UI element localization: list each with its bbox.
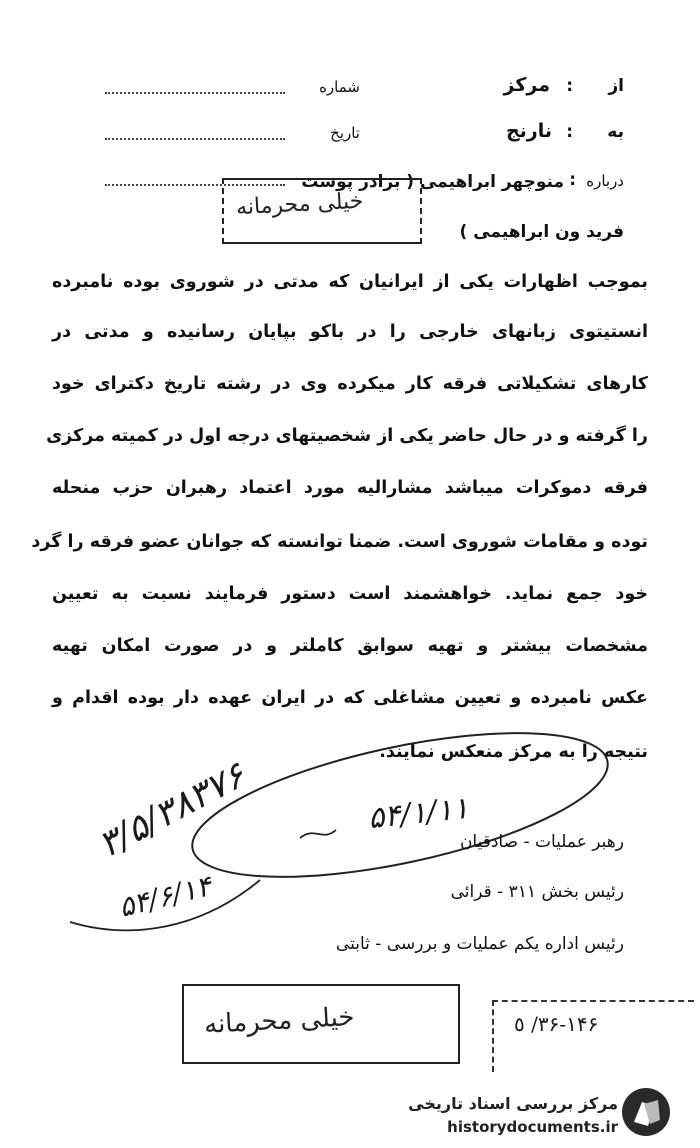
handwritten-number: ۳/۵/۳۸۳۷۶ xyxy=(91,754,252,867)
body-line: عکس نامبرده و تعیین مشاغلی که در ایران عهده دار بوده اقدام و xyxy=(52,688,648,708)
classification-stamp-bottom-text: خیلی محرمانه xyxy=(203,1002,356,1040)
reference-box xyxy=(492,1000,694,1072)
signature-line-operations: رهبر عملیات - صادقیان xyxy=(459,832,624,852)
number-label: شماره xyxy=(319,78,360,96)
watermark-title: مرکز بررسی اسناد تاریخی xyxy=(408,1094,618,1113)
date-dotted-line xyxy=(105,138,285,140)
handwritten-date-small: ۵۴/۶/۱۴ xyxy=(115,869,215,924)
to-label: به xyxy=(607,122,624,142)
date-label: تاریخ xyxy=(330,124,360,142)
number-dotted-line xyxy=(105,92,285,94)
to-value: نارنج xyxy=(505,120,552,142)
body-line: نتیجه را به مرکز منعکس نمایند. xyxy=(379,742,648,762)
body-line: فرقه دموکرات میباشد مشارالیه مورد اعتماد رهبران حزب منحله xyxy=(52,478,648,498)
subject-label: درباره xyxy=(586,172,624,190)
to-colon: : xyxy=(566,122,573,142)
archive-logo-icon xyxy=(620,1086,672,1138)
signature-line-department: رئیس اداره یکم عملیات و بررسی - ثابتی xyxy=(335,934,624,954)
from-value: مرکز xyxy=(503,74,550,96)
from-colon: : xyxy=(566,76,573,96)
from-label: از xyxy=(608,76,624,96)
body-line: کارهای تشکیلاتی فرقه کار میکرده وی در رشته تاریخ دکترای خود xyxy=(52,374,648,394)
subject-value-line2: فرید ون ابراهیمی ) xyxy=(459,222,624,242)
handwritten-date-signature: ۵۴/۱/۱۱ xyxy=(366,790,471,837)
body-line: توده و مقامات شوروی است. ضمنا توانسته که جوانان عضو فرقه را گرد xyxy=(31,532,648,552)
subject-colon: : xyxy=(569,170,576,190)
body-line: را گرفته و در حال حاضر یکی از شخصیتهای درجه اول در کمیته مرکزی xyxy=(46,426,648,446)
watermark-url: historydocuments.ir xyxy=(447,1118,618,1136)
signature-line-section: رئیس بخش ۳۱۱ - قرائی xyxy=(450,882,624,902)
body-line: بموجب اظهارات یکی از ایرانیان که مدتی در شوروی بوده نامبرده xyxy=(52,272,648,292)
reference-code: ۳۶-۱۴۶/ ٥ xyxy=(514,1012,599,1036)
classification-stamp-top-text: خیلی محرمانه xyxy=(235,188,364,221)
body-line: انستیتوی زبانهای خارجی را در باکو بپایان رسانیده و مدتی در xyxy=(52,322,648,342)
body-line: خود جمع نماید. خواهشمند است دستور فرمایند نسبت به تعیین xyxy=(52,584,648,604)
body-line: مشخصات بیشتر و تهیه سوابق کاملتر و در صورت امکان تهیه xyxy=(52,636,648,656)
subject-value-line1: منوچهر ابراهیمی ( برادر پوست xyxy=(301,172,564,192)
